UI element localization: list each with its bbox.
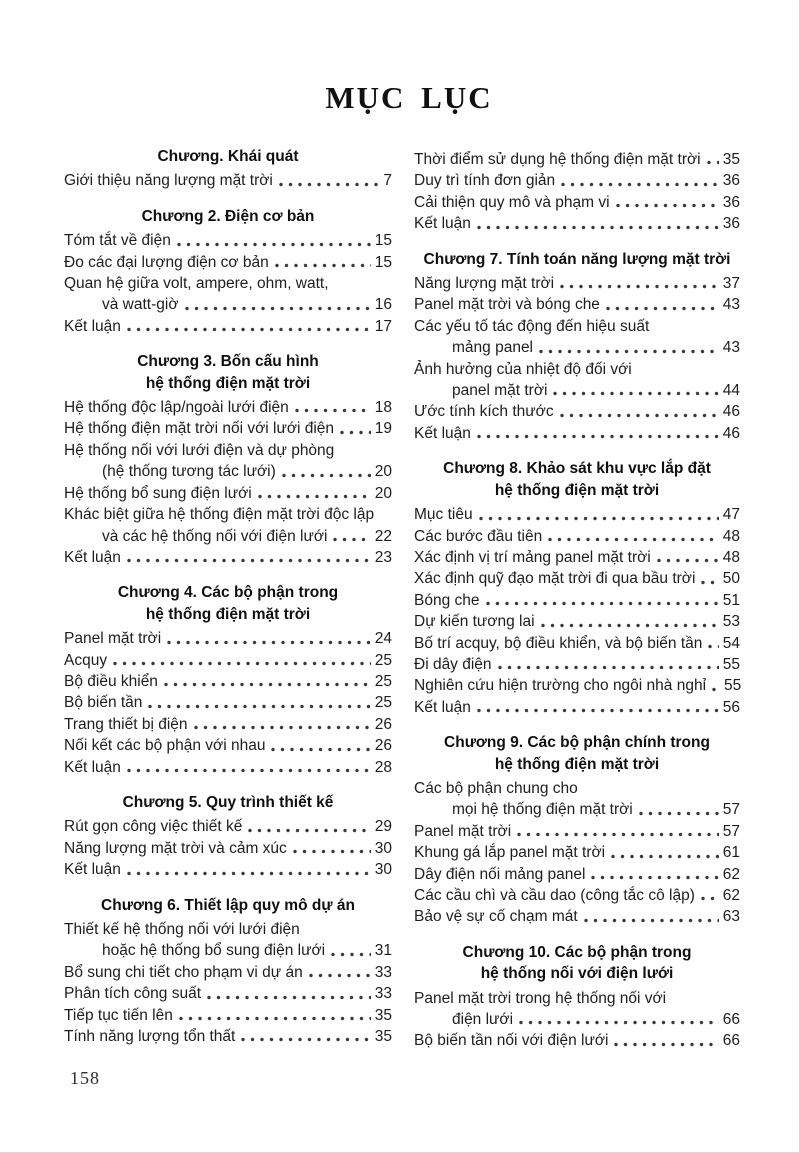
dot-leader: [611, 853, 719, 860]
toc-entry-line: [64, 735, 392, 756]
entry-title: Tiếp tục tiến lên: [64, 1006, 173, 1024]
page-number: 158: [70, 1068, 100, 1088]
dot-leader: [164, 681, 371, 688]
entry-page-number: 26: [374, 715, 392, 733]
entry-page-number: 46: [722, 403, 740, 421]
dot-leader: [541, 622, 719, 629]
entry-page-number: 63: [722, 908, 740, 926]
entry-page-number: 25: [374, 694, 392, 712]
toc-section: [64, 146, 392, 192]
entry-page-number: 51: [722, 591, 740, 609]
entry-title: Panel mặt trời trong hệ thống nối với: [414, 989, 667, 1007]
toc-section: [64, 582, 392, 778]
dot-leader: [167, 639, 371, 646]
dot-leader: [309, 972, 371, 979]
entry-title: Bố trí acquy, bộ điều khiển, và bộ biến tần: [414, 634, 703, 652]
chapter-heading: [414, 942, 740, 985]
entry-title: Đo các đại lượng điện cơ bản: [64, 253, 269, 271]
toc-entry-line: [64, 294, 392, 315]
toc-entry-line: [414, 697, 740, 718]
toc-entry-line: [64, 418, 392, 439]
dot-leader: [340, 429, 371, 436]
toc-entry-line: [64, 504, 392, 525]
toc-entry-line: [414, 170, 740, 191]
chapter-heading-line: Chương 9. Các bộ phận chính trong: [444, 734, 710, 752]
toc-column-right: [414, 146, 740, 1052]
toc-entry-line: [414, 192, 740, 213]
chapter-heading: [64, 351, 392, 394]
dot-leader: [148, 703, 370, 710]
toc-entry-line: [414, 842, 740, 863]
entry-title: Phân tích công suất: [64, 985, 202, 1003]
toc-entry-line: [64, 919, 392, 940]
toc-entry-line: [414, 149, 740, 170]
toc-entry-line: [414, 864, 740, 885]
entry-page-number: 30: [374, 861, 392, 879]
entry-page-number: 36: [722, 193, 740, 211]
dot-leader: [519, 1019, 719, 1026]
entry-page-number: 20: [374, 463, 392, 481]
toc-entry-line: [414, 526, 740, 547]
entry-title: Hệ thống điện mặt trời nối với lưới điện: [64, 420, 335, 438]
chapter-heading: [64, 895, 392, 916]
chapter-heading-line: hệ thống điện mặt trời: [145, 374, 311, 392]
entry-page-number: 57: [722, 822, 740, 840]
entry-page-number: 44: [722, 382, 740, 400]
entry-page-number: 53: [722, 613, 740, 631]
toc-entry-line: [414, 799, 740, 820]
entry-page-number: 16: [374, 296, 392, 314]
toc-entry-line: [414, 213, 740, 234]
dot-leader: [479, 515, 719, 522]
toc-columns: [64, 146, 740, 1052]
dot-leader: [275, 262, 371, 269]
entry-page-number: 30: [374, 839, 392, 857]
toc-entry-line: [64, 526, 392, 547]
dot-leader: [614, 1041, 718, 1048]
toc-entry-line: [64, 816, 392, 837]
toc-entry-line: [414, 1030, 740, 1051]
entry-page-number: 25: [374, 651, 392, 669]
entry-title: Kết luận: [414, 215, 471, 233]
entry-title: Cải thiện quy mô và phạm vi: [414, 193, 610, 211]
toc-entry-line: [414, 611, 740, 632]
toc-entry-line: [414, 504, 740, 525]
chapter-heading-line: Chương 2. Điện cơ bản: [141, 207, 315, 225]
chapter-heading: [414, 458, 740, 501]
toc-entry-line: [414, 423, 740, 444]
dot-leader: [127, 870, 371, 877]
chapter-heading-line: Chương 8. Khảo sát khu vực lắp đặt: [443, 460, 711, 478]
dot-leader: [127, 557, 371, 564]
chapter-heading-line: hệ thống điện mặt trời: [494, 481, 660, 499]
toc-entry-line: [64, 1005, 392, 1026]
entry-title: panel mặt trời: [452, 382, 548, 400]
toc-entry-line: [414, 633, 740, 654]
entry-title: Kết luận: [64, 317, 121, 335]
entry-page-number: 54: [722, 634, 740, 652]
entry-title: Dây điện nối mảng panel: [414, 865, 586, 883]
entry-title: Bảo vệ sự cố chạm mát: [414, 908, 578, 926]
entry-page-number: 35: [374, 1028, 392, 1046]
dot-leader: [477, 707, 719, 714]
entry-page-number: 50: [722, 570, 740, 588]
entry-title: Thời điểm sử dụng hệ thống điện mặt trời: [414, 151, 701, 168]
entry-title: Ước tính kích thước: [414, 403, 554, 421]
dot-leader: [553, 390, 718, 397]
dot-leader: [701, 579, 718, 586]
toc-entry-line: [64, 628, 392, 649]
dot-leader: [712, 686, 720, 693]
chapter-heading-line: Chương 6. Thiết lập quy mô dự án: [101, 896, 355, 914]
entry-page-number: 23: [374, 548, 392, 566]
entry-title: Hệ thống nối với lưới điện và dự phòng: [64, 441, 335, 459]
chapter-heading: [64, 206, 392, 227]
dot-leader: [708, 643, 718, 650]
entry-page-number: 55: [722, 655, 740, 673]
toc-section: [64, 351, 392, 568]
toc-entry-line: [64, 273, 392, 294]
dot-leader: [560, 283, 719, 290]
entry-title: Hệ thống bổ sung điện lưới: [64, 484, 252, 502]
entry-title: Kết luận: [414, 424, 471, 442]
toc-section: [414, 732, 740, 928]
chapter-heading: [64, 146, 392, 167]
entry-page-number: 17: [374, 317, 392, 335]
chapter-heading: [64, 792, 392, 813]
entry-title: hoặc hệ thống bổ sung điện lưới: [102, 942, 326, 960]
entry-title: Xác định quỹ đạo mặt trời đi qua bầu trời: [414, 570, 696, 588]
entry-title: Kết luận: [64, 758, 121, 776]
dot-leader: [606, 305, 719, 312]
toc-entry-line: [414, 654, 740, 675]
toc-entry-line: [64, 170, 392, 191]
dot-leader: [258, 493, 371, 500]
entry-page-number: 43: [722, 296, 740, 314]
entry-page-number: 55: [724, 677, 742, 695]
entry-title: Khác biệt giữa hệ thống điện mặt trời độc lập: [64, 506, 375, 524]
entry-title: Năng lượng mặt trời: [414, 275, 555, 293]
chapter-heading-line: Chương 5. Quy trình thiết kế: [122, 793, 334, 811]
entry-title: Dự kiến tương lai: [414, 613, 535, 631]
entry-page-number: 24: [374, 630, 392, 648]
entry-title: Bóng che: [414, 591, 480, 609]
entry-title: Các cầu chì và cầu dao (công tắc cô lập): [414, 887, 695, 904]
toc-entry-line: [414, 675, 740, 696]
entry-page-number: 61: [722, 844, 740, 862]
entry-title: Panel mặt trời và bóng che: [414, 296, 600, 314]
entry-page-number: 56: [722, 698, 740, 716]
toc-section: [64, 206, 392, 337]
entry-page-number: 31: [374, 942, 392, 960]
toc-entry-line: [414, 906, 740, 927]
chapter-heading-line: Chương 7. Tính toán năng lượng mặt trời: [423, 250, 731, 268]
entry-page-number: 36: [722, 215, 740, 233]
entry-title: Kết luận: [64, 548, 121, 566]
toc-entry-line: [414, 821, 740, 842]
dot-leader: [486, 600, 719, 607]
dot-leader: [657, 557, 719, 564]
entry-page-number: 36: [722, 172, 740, 190]
dot-leader: [127, 326, 371, 333]
toc-section: [414, 249, 740, 445]
entry-title: Thiết kế hệ thống nối với lưới điện: [64, 921, 300, 938]
dot-leader: [707, 159, 719, 166]
toc-entry-line: [64, 547, 392, 568]
entry-title: và các hệ thống nối với điện lưới: [102, 527, 328, 545]
entry-page-number: 7: [383, 172, 392, 190]
dot-leader: [295, 407, 371, 414]
toc-entry-line: [414, 778, 740, 799]
chapter-heading-line: hệ thống điện mặt trời: [494, 755, 660, 773]
entry-page-number: 22: [374, 527, 392, 545]
entry-page-number: 47: [722, 506, 740, 524]
dot-leader: [584, 917, 719, 924]
toc-entry-line: [64, 838, 392, 859]
entry-title: mảng panel: [452, 339, 534, 357]
entry-title: Bổ sung chi tiết cho phạm vi dự án: [64, 963, 303, 981]
chapter-heading: [64, 582, 392, 625]
entry-page-number: 29: [374, 818, 392, 836]
entry-title: Đi dây điện: [414, 655, 492, 673]
dot-leader: [333, 536, 370, 543]
entry-title: và watt-giờ: [102, 296, 179, 314]
page-title: MỤC LỤC: [325, 80, 493, 115]
toc-section: [414, 149, 740, 235]
dot-leader: [561, 181, 719, 188]
dot-leader: [701, 895, 719, 902]
entry-title: Các bước đầu tiên: [414, 527, 543, 545]
chapter-heading-line: Chương. Khái quát: [157, 148, 299, 165]
dot-leader: [113, 660, 371, 667]
dot-leader: [282, 472, 371, 479]
toc-entry-line: [64, 983, 392, 1004]
toc-entry-line: [64, 757, 392, 778]
entry-title: Năng lượng mặt trời và cảm xúc: [64, 839, 287, 857]
chapter-heading-line: Chương 10. Các bộ phận trong: [462, 943, 692, 961]
toc-entry-line: [414, 294, 740, 315]
chapter-heading-line: hệ thống nối với điện lưới: [480, 965, 674, 983]
entry-page-number: 20: [374, 484, 392, 502]
dot-leader: [498, 664, 719, 671]
dot-leader: [179, 1015, 371, 1022]
entry-title: Xác định vị trí mảng panel mặt trời: [414, 548, 651, 566]
dot-leader: [560, 412, 719, 419]
dot-leader: [241, 1036, 370, 1043]
entry-title: Trang thiết bị điện: [64, 715, 188, 733]
entry-page-number: 66: [722, 1032, 740, 1050]
dot-leader: [517, 831, 719, 838]
toc-column-left: [64, 146, 392, 1052]
entry-title: điện lưới: [452, 1011, 514, 1029]
entry-page-number: 48: [722, 527, 740, 545]
toc-entry-line: [64, 230, 392, 251]
toc-section: [414, 458, 740, 718]
dot-leader: [331, 951, 371, 958]
toc-entry-line: [414, 547, 740, 568]
entry-page-number: 19: [374, 420, 392, 438]
entry-page-number: 35: [722, 151, 740, 168]
entry-page-number: 62: [722, 887, 740, 904]
toc-entry-line: [414, 380, 740, 401]
entry-page-number: 62: [722, 865, 740, 883]
toc-entry-line: [64, 650, 392, 671]
chapter-heading-line: Chương 3. Bốn cấu hình: [137, 353, 319, 371]
entry-title: Quan hệ giữa volt, ampere, ohm, watt,: [64, 275, 329, 293]
dot-leader: [548, 536, 719, 543]
entry-title: Kết luận: [64, 861, 121, 879]
toc-entry-line: [64, 714, 392, 735]
dot-leader: [177, 241, 371, 248]
entry-title: Các yếu tố tác động đến hiệu suất: [414, 317, 650, 335]
toc-entry-line: [64, 461, 392, 482]
toc-entry-line: [64, 316, 392, 337]
entry-title: Ảnh hưởng của nhiệt độ đối với: [414, 360, 632, 378]
entry-title: Tính năng lượng tổn thất: [64, 1028, 236, 1046]
dot-leader: [539, 348, 719, 355]
entry-title: Tóm tắt về điện: [64, 232, 171, 250]
dot-leader: [248, 827, 370, 834]
chapter-heading-line: hệ thống điện mặt trời: [145, 605, 311, 623]
toc-entry-line: [64, 397, 392, 418]
entry-page-number: 25: [374, 672, 392, 690]
toc-entry-line: [414, 988, 740, 1009]
entry-title: mọi hệ thống điện mặt trời: [452, 801, 633, 819]
toc-section: [64, 895, 392, 1048]
entry-page-number: 48: [722, 548, 740, 566]
entry-title: (hệ thống tương tác lưới): [102, 463, 276, 481]
entry-page-number: 15: [374, 232, 392, 250]
toc-entry-line: [414, 590, 740, 611]
toc-entry-line: [64, 671, 392, 692]
entry-title: Bộ biến tần nối với điện lưới: [414, 1032, 609, 1050]
entry-title: Bộ biến tần: [64, 694, 143, 712]
entry-page-number: 33: [374, 985, 392, 1003]
dot-leader: [185, 305, 371, 312]
entry-title: Các bộ phận chung cho: [414, 779, 578, 797]
dot-leader: [616, 202, 719, 209]
toc-entry-line: [64, 440, 392, 461]
entry-page-number: 28: [374, 758, 392, 776]
entry-title: Nghiên cứu hiện trường cho ngôi nhà nghỉ: [414, 677, 707, 695]
toc-entry-line: [414, 1009, 740, 1030]
toc-entry-line: [414, 273, 740, 294]
toc-entry-line: [414, 316, 740, 337]
entry-title: Khung gá lắp panel mặt trời: [414, 844, 606, 862]
entry-title: Acquy: [64, 651, 108, 669]
toc-entry-line: [64, 252, 392, 273]
chapter-heading-line: Chương 4. Các bộ phận trong: [117, 584, 339, 602]
toc-entry-line: [64, 483, 392, 504]
entry-title: Panel mặt trời: [64, 630, 162, 648]
entry-title: Hệ thống độc lập/ngoài lưới điện: [64, 399, 289, 417]
dot-leader: [639, 810, 719, 817]
entry-page-number: 57: [722, 801, 740, 819]
chapter-heading: [414, 732, 740, 775]
entry-title: Giới thiệu năng lượng mặt trời: [64, 172, 273, 190]
chapter-heading: [414, 249, 740, 270]
toc-entry-line: [414, 568, 740, 589]
entry-title: Kết luận: [414, 698, 471, 716]
toc-entry-line: [414, 359, 740, 380]
entry-title: Panel mặt trời: [414, 822, 512, 840]
toc-entry-line: [64, 859, 392, 880]
entry-title: Duy trì tính đơn giản: [414, 172, 556, 190]
entry-page-number: 26: [374, 737, 392, 755]
toc-section: [414, 942, 740, 1052]
entry-page-number: 15: [374, 253, 392, 271]
toc-section: [64, 792, 392, 881]
entry-page-number: 37: [722, 275, 740, 293]
entry-title: Nối kết các bộ phận với nhau: [64, 737, 266, 755]
dot-leader: [279, 181, 380, 188]
entry-page-number: 66: [722, 1011, 740, 1029]
toc-entry-line: [64, 962, 392, 983]
toc-entry-line: [414, 885, 740, 906]
dot-leader: [477, 433, 719, 440]
toc-entry-line: [414, 401, 740, 422]
entry-title: Rút gọn công việc thiết kế: [64, 818, 243, 836]
entry-page-number: 43: [722, 339, 740, 357]
entry-page-number: 33: [374, 963, 392, 981]
dot-leader: [194, 724, 371, 731]
dot-leader: [127, 767, 371, 774]
entry-page-number: 18: [374, 399, 392, 417]
dot-leader: [207, 994, 371, 1001]
toc-entry-line: [414, 337, 740, 358]
dot-leader: [477, 224, 719, 231]
toc-entry-line: [64, 940, 392, 961]
entry-title: Bộ điều khiển: [64, 672, 158, 690]
toc-entry-line: [64, 1026, 392, 1047]
dot-leader: [293, 848, 371, 855]
dot-leader: [591, 874, 718, 881]
dot-leader: [271, 746, 370, 753]
entry-page-number: 35: [374, 1006, 392, 1024]
entry-page-number: 46: [722, 424, 740, 442]
toc-entry-line: [64, 692, 392, 713]
entry-title: Mục tiêu: [414, 506, 473, 524]
